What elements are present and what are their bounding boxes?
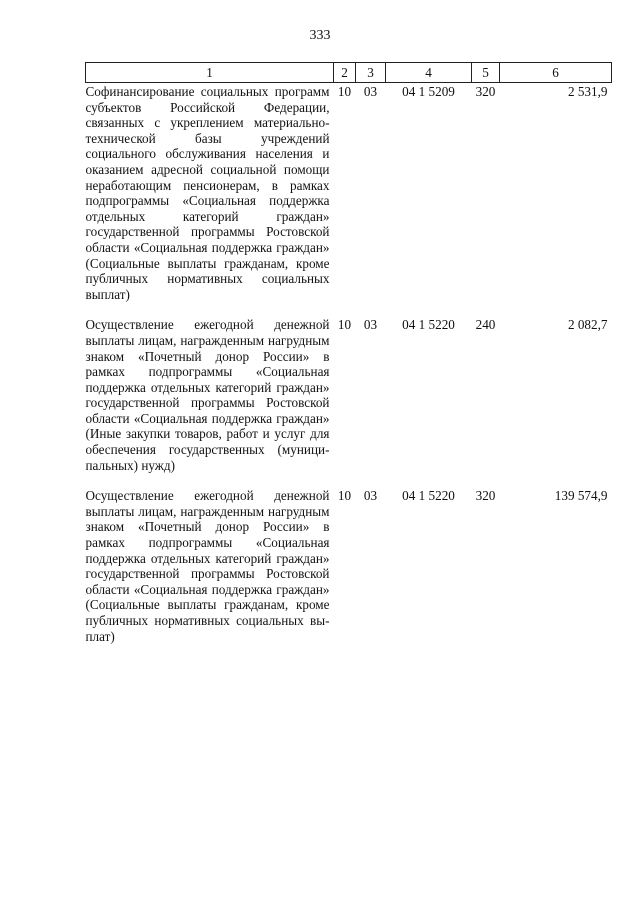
row-description: Осуществление ежегодной денежной выплаты лицам, награжденным нагрудным знаком «Почетный донор России» в рамках подпрограммы «Социальная поддержка отдельных категорий граждан» государственной программы Ростовской области «Социальная поддержка граждан» (Иные закупки товаров, работ и услуг для обеспечения государственных (муниципальных) нужд)	[85, 317, 330, 473]
row-subsection: 03	[363, 84, 378, 99]
row-description: Софинансирование социальных программ субъектов Российской Федерации, связанных с укреплением материально-технической базы учреждений социального обслуживания населения и оказанием адресной социальной помощи неработающим пенсионерам, в рамках подпрограммы «Социальная поддержка отдельных категорий граждан» государственной программы Ростовской области «Социальная поддержка граждан» (Социальные выплаты гражданам, кроме публичных нормативных социальных выплат)	[85, 84, 330, 302]
table-header-row	[86, 63, 612, 83]
row-subsection: 03	[363, 488, 378, 504]
row-amount: 139 574,9	[554, 488, 608, 504]
page-number: 333	[309, 28, 331, 43]
table-row	[86, 487, 612, 644]
row-section: 10	[337, 317, 352, 333]
row-target-article: 04 1 5220	[402, 488, 455, 504]
row-expense-type: 320	[475, 488, 496, 504]
row-expense-type: 240	[475, 317, 496, 333]
column-header-5: 5	[472, 63, 500, 83]
column-header-3: 3	[356, 63, 386, 83]
row-target-article: 04 1 5209	[402, 84, 455, 99]
row-amount: 2 531,9	[567, 84, 608, 99]
table-row	[86, 83, 612, 317]
row-subsection: 03	[363, 317, 378, 333]
column-header-2: 2	[334, 63, 356, 83]
column-header-1: 1	[86, 63, 334, 83]
budget-table	[85, 62, 612, 644]
row-expense-type: 320	[475, 84, 496, 99]
row-section: 10	[337, 488, 352, 504]
row-description: Осуществление ежегодной денежной выплаты лицам, награжденным нагрудным знаком «Почетный донор России» в рамках подпрограммы «Социальная поддержка отдельных категорий граждан» государственной программы Ростовской области «Социальная поддержка граждан» (Социальные выплаты гражданам, кроме публичных нормативных социальных выплат)	[85, 488, 330, 644]
row-target-article: 04 1 5220	[402, 317, 455, 333]
table-row	[86, 316, 612, 487]
column-header-6: 6	[500, 63, 612, 83]
column-header-4: 4	[386, 63, 472, 83]
row-amount: 2 082,7	[567, 317, 608, 333]
row-section: 10	[337, 84, 352, 99]
